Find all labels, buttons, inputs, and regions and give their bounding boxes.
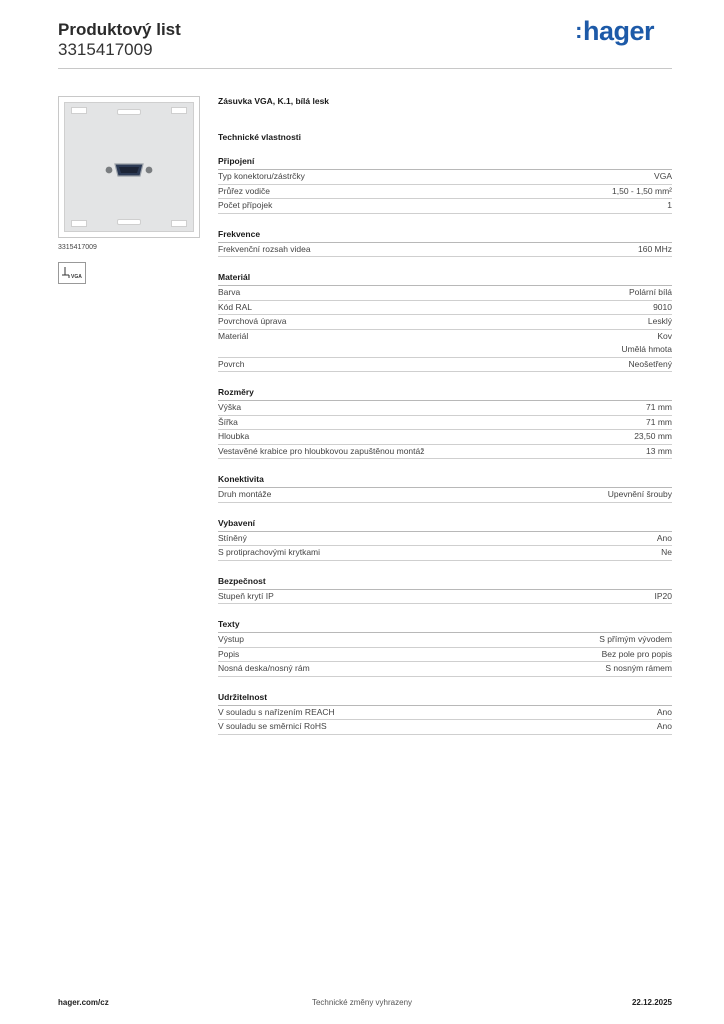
product-code: 3315417009 <box>58 40 153 59</box>
section-title: Vybavení <box>218 518 672 532</box>
spec-label: Druh montáže <box>218 489 272 499</box>
product-name: Zásuvka VGA, K.1, bílá lesk <box>218 96 330 106</box>
spec-label: Kód RAL <box>218 301 253 312</box>
section-title: Udržitelnost <box>218 692 672 706</box>
spec-value: Ne <box>661 547 672 557</box>
logo-dots: : <box>575 18 582 43</box>
spec-value: S přímým vývodem <box>599 634 672 644</box>
spec-row <box>218 633 672 648</box>
spec-label: Nosná deska/nosný rám <box>218 663 310 673</box>
spec-label: Výstup <box>218 634 244 644</box>
spec-row <box>218 315 672 330</box>
spec-label: Materiál <box>218 330 249 341</box>
product-image <box>58 96 200 238</box>
spec-label: S protiprachovými krytkami <box>218 547 321 557</box>
vga-connector-icon <box>105 163 153 177</box>
spec-row <box>218 430 672 445</box>
spec-row <box>218 170 672 185</box>
section-title: Texty <box>218 619 672 633</box>
plate-slot-bottom <box>117 219 141 225</box>
plate-slot-top <box>117 109 141 115</box>
spec-value: Ano <box>656 706 672 717</box>
spec-section <box>218 272 672 372</box>
spec-section <box>218 156 672 214</box>
spec-section <box>218 474 672 503</box>
spec-value: Kov Umělá hmota <box>621 330 672 354</box>
spec-value: 1 <box>667 200 672 210</box>
spec-value: 23,50 mm <box>634 431 672 441</box>
logo-text: hager <box>582 16 654 46</box>
spec-section <box>218 576 672 605</box>
plate-tab-top-right <box>171 107 187 114</box>
spec-section <box>218 229 672 258</box>
spec-section <box>218 387 672 459</box>
hager-logo <box>575 16 654 47</box>
spec-label: Hloubka <box>218 431 250 441</box>
spec-value: VGA <box>654 171 672 181</box>
spec-value: Bez pole pro popis <box>601 648 672 659</box>
socket-plate <box>64 102 194 232</box>
spec-row <box>218 532 672 547</box>
section-title: Frekvence <box>218 229 672 243</box>
vga-badge-label: VGA <box>71 274 82 280</box>
spec-label: Povrch <box>218 358 245 369</box>
footer-disclaimer: Technické změny vyhrazeny <box>311 998 413 1007</box>
spec-row <box>218 662 672 677</box>
spec-label: Stíněný <box>218 532 247 543</box>
spec-row <box>218 720 672 735</box>
vga-port-icon <box>59 263 85 283</box>
spec-label: Průřez vodiče <box>218 185 270 196</box>
spec-value: Ano <box>656 532 672 543</box>
spec-value: IP20 <box>654 590 672 601</box>
section-title: Rozměry <box>218 387 672 401</box>
spec-label: Frekvenční rozsah videa <box>218 243 311 254</box>
spec-value: 13 mm <box>646 445 672 456</box>
vga-symbol-badge <box>58 262 86 284</box>
spec-value: 1,50 - 1,50 mm² <box>612 185 672 196</box>
spec-row <box>218 416 672 431</box>
spec-value: Lesklý <box>647 316 672 326</box>
spec-label: Šířka <box>218 416 238 427</box>
spec-value: 9010 <box>653 301 672 312</box>
spec-label: Počet přípojek <box>218 200 273 210</box>
spec-row <box>218 330 672 358</box>
spec-row <box>218 185 672 200</box>
section-title: Materiál <box>218 272 672 286</box>
plate-tab-bottom-right <box>171 220 187 227</box>
spec-label: V souladu s nařízením REACH <box>218 706 335 717</box>
spec-row <box>218 648 672 663</box>
page-title: Produktový list <box>58 20 181 39</box>
spec-label: V souladu se směrnicí RoHS <box>218 721 327 731</box>
footer-date: 22.12.2025 <box>631 998 672 1007</box>
spec-row <box>218 243 672 258</box>
spec-value: Neošetřený <box>628 358 672 369</box>
spec-row <box>218 301 672 316</box>
spec-section <box>218 692 672 735</box>
spec-value: 71 mm <box>646 416 672 427</box>
spec-row <box>218 401 672 416</box>
footer-website: hager.com/cz <box>58 998 109 1007</box>
spec-value: 71 mm <box>646 402 672 412</box>
spec-row <box>218 286 672 301</box>
plate-tab-bottom-left <box>71 220 87 227</box>
section-title: Připojení <box>218 156 672 170</box>
spec-row <box>218 706 672 721</box>
spec-row <box>218 445 672 460</box>
spec-row <box>218 546 672 561</box>
page-header <box>58 20 181 60</box>
spec-label: Vestavěné krabice pro hloubkovou zapuštěnou montáž <box>218 445 425 456</box>
spec-value: Ano <box>656 721 672 731</box>
spec-value: 160 MHz <box>637 243 672 254</box>
spec-value: S nosným rámem <box>605 663 672 673</box>
spec-row <box>218 199 672 214</box>
spec-label: Výška <box>218 402 242 412</box>
section-title: Bezpečnost <box>218 576 672 590</box>
spec-panel <box>218 96 672 750</box>
spec-label: Popis <box>218 648 240 659</box>
header-divider <box>58 68 672 69</box>
section-title: Konektivita <box>218 474 672 488</box>
spec-section <box>218 518 672 561</box>
spec-label: Stupeň krytí IP <box>218 590 274 601</box>
spec-value: Polární bílá <box>629 287 672 297</box>
tech-properties-title: Technické vlastnosti <box>218 132 301 142</box>
spec-label: Typ konektoru/zástrčky <box>218 171 305 181</box>
plate-tab-top-left <box>71 107 87 114</box>
spec-row <box>218 488 672 503</box>
spec-section <box>218 619 672 677</box>
spec-value: Upevnění šrouby <box>607 489 672 499</box>
spec-label: Barva <box>218 287 241 297</box>
spec-sections <box>218 156 672 735</box>
spec-label: Povrchová úprava <box>218 316 287 326</box>
spec-row <box>218 358 672 373</box>
image-caption: 3315417009 <box>58 244 97 251</box>
spec-row <box>218 590 672 605</box>
